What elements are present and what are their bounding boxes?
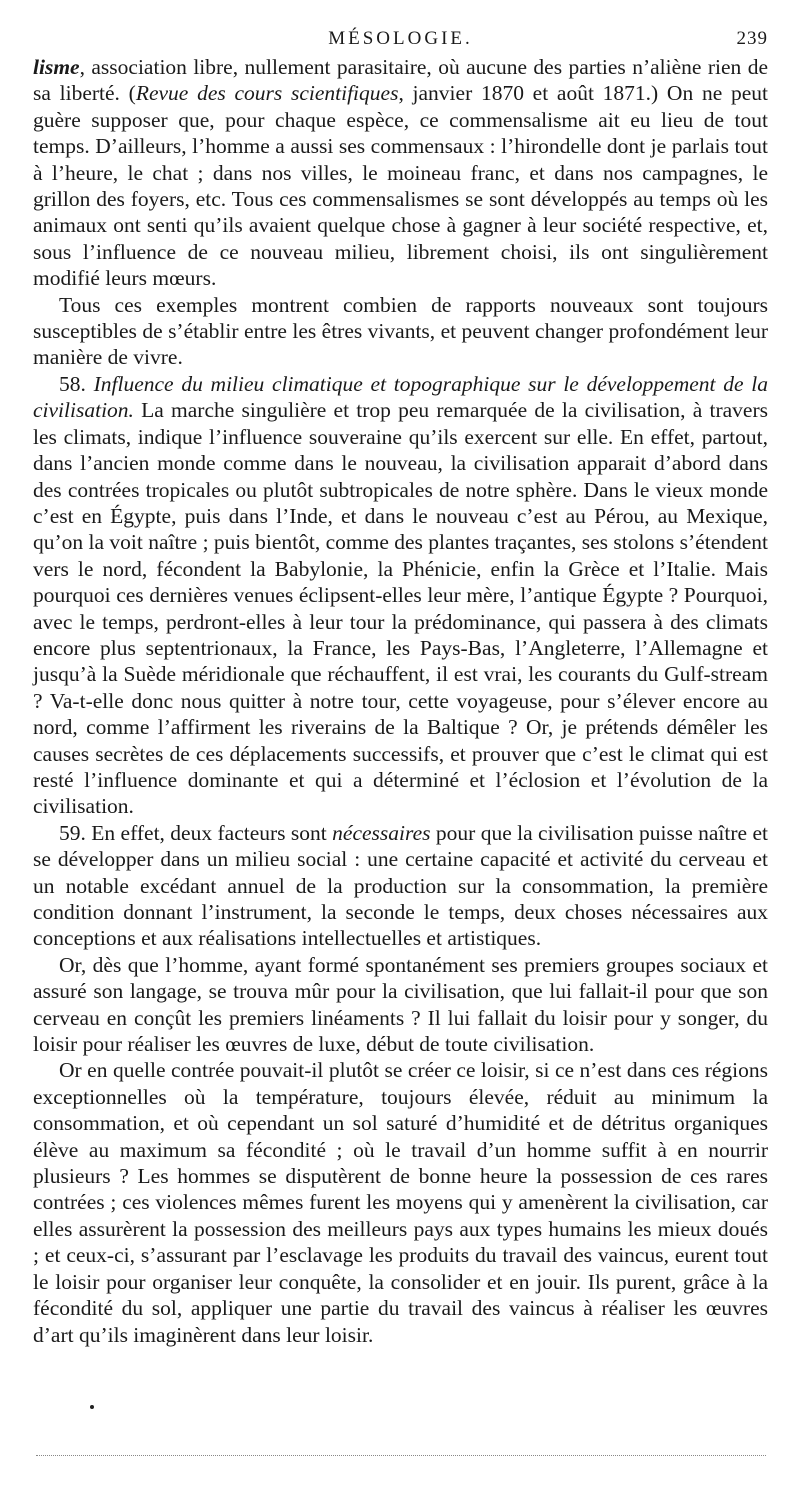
- paragraph-contrees: [33, 1057, 768, 1347]
- text-run: Revue des cours scientifiques: [135, 81, 399, 106]
- text-run: , association libre, nullement parasitaire, où aucune des parties n’aliène rien de sa liberté. (: [33, 55, 768, 106]
- paragraph-examples: [33, 292, 768, 371]
- text-run: La marche singulière et trop peu remarquée de la civilisation, à travers les climats, indique l’influence souveraine qu’ils exercent sur elle. En effet, partout, dans l’ancien monde comme dans le nouveau, la civilisation apparait d’abord dans des contrées tropicales ou plutôt subtropicales de notre sphère. Dans le vieux monde c’est en Égypte, puis dans l’Inde, et dans le nouveau c’est au Pérou, au Mexique, qu’on la voit naître ; puis bientôt, comme des plantes traçantes, ses stolons s’étendent vers le nord, fécondent la Babylonie, la Phénicie, enfin la Grèce et l’Italie. Mais pourquoi ces dernières venues éclipsent-elles leur mère, l’antique Égypte ? Pourquoi, avec le temps, perdront-elles à leur tour la prédominance, qui passera à des climats encore plus septentrionaux, la France, les Pays-Bas, l’Angleterre, l’Allemagne et jusqu’à la Suède méridionale que réchauffent, il est vrai, les courants du Gulf-stream ? Va-t-elle donc nous quitter à notre tour, cette voyageuse, pour s’élever encore au nord, comme l’affirment les riverains de la Baltique ? Or, je prétends démêler les causes secrètes de ces déplacements successifs, et prouver que c’est le climat qui est resté l’influence dominante et qui a déterminé et l’éclosion et l’évolution de la civilisation.: [33, 398, 769, 819]
- running-title: MÉSOLOGIE.: [328, 28, 473, 49]
- text-run: pour que la civilisation puisse naître et se développer dans un milieu social : une certaine capacité et activité du cerveau et un notable excédant annuel de la production sur la consommation, la première condition donnant l’instrument, la seconde le temps, deux choses nécessaires aux conceptions et aux réalisations intellectuelles et artistiques.: [33, 820, 768, 951]
- page-header: [33, 28, 768, 54]
- text-run: 58.: [59, 371, 94, 396]
- book-page: [33, 28, 768, 1348]
- text-run: Tous ces exemples montrent combien de rapports nouveaux sont toujours susceptibles de s’établir entre les êtres vivants, et peuvent changer profondément leur manière de vivre.: [33, 292, 768, 370]
- paragraph-section-58: [33, 371, 768, 820]
- text-run: lisme: [33, 55, 80, 79]
- text-run: 59. En effet, deux facteurs sont: [59, 820, 333, 845]
- footer-dotted-rule: [36, 1455, 766, 1456]
- text-run: nécessaires: [332, 820, 431, 845]
- paragraph-continuation: [33, 54, 768, 292]
- paragraph-section-59: [33, 820, 768, 952]
- stray-mark: [90, 1405, 94, 1409]
- text-run: Or, dès que l’homme, ayant formé spontanément ses premiers groupes sociaux et assuré son langage, se trouva mûr pour la civilisation, que lui fallait-il pour que son cerveau en conçût les premiers linéaments ? Il lui fallait du loisir pour y songer, du loisir pour réaliser les œuvres de luxe, début de toute civilisation.: [33, 952, 768, 1057]
- text-run: Influence du milieu climatique et topographique sur le développement de la civilisation.: [33, 371, 768, 423]
- text-run: Or en quelle contrée pouvait-il plutôt se créer ce loisir, si ce n’est dans ces régions exceptionnelles où la température, toujours élevée, réduit au minimum la consommation, et où cependant un sol saturé d’humidité et de détritus organiques élève au maximum sa fécondité ; où le travail d’un homme suffit à en nourrir plusieurs ? Les hommes se disputèrent de bonne heure la possession de ces rares contrées ; ces violences mêmes furent les moyens qui y amenèrent la civilisation, car elles assurèrent la possession des meilleurs pays aux types humains les mieux doués ; et ceux-ci, s’assurant par l’esclavage les produits du travail des vaincus, eurent tout le loisir pour organiser leur conquête, la consolider et en jouir. Ils purent, grâce à la fécondité du sol, appliquer une partie du travail des vaincus à réaliser les œuvres d’art qu’ils imaginèrent dans leur loisir.: [33, 1058, 768, 1347]
- paragraph-leisure: [33, 952, 768, 1058]
- text-run: , janvier 1870 et août 1871.) On ne peut guère supposer que, pour chaque espèce, ce commensalisme ait eu lieu de tout temps. D’ailleurs, l’homme a aussi ses commensaux : l’hirondelle dont je parlais tout à l’heure, le chat ; dans nos villes, le moineau franc, et dans nos campagnes, le grillon des foyers, etc. Tous ces commensalismes se sont développés au temps où les animaux ont senti qu’ils avaient quelque chose à gagner à leur société respective, et, sous l’influence de ce nouveau milieu, librement choisi, ils ont singulièrement modifié leurs mœurs.: [33, 81, 768, 291]
- body-text: [33, 54, 768, 1348]
- page-number: 239: [736, 28, 768, 49]
